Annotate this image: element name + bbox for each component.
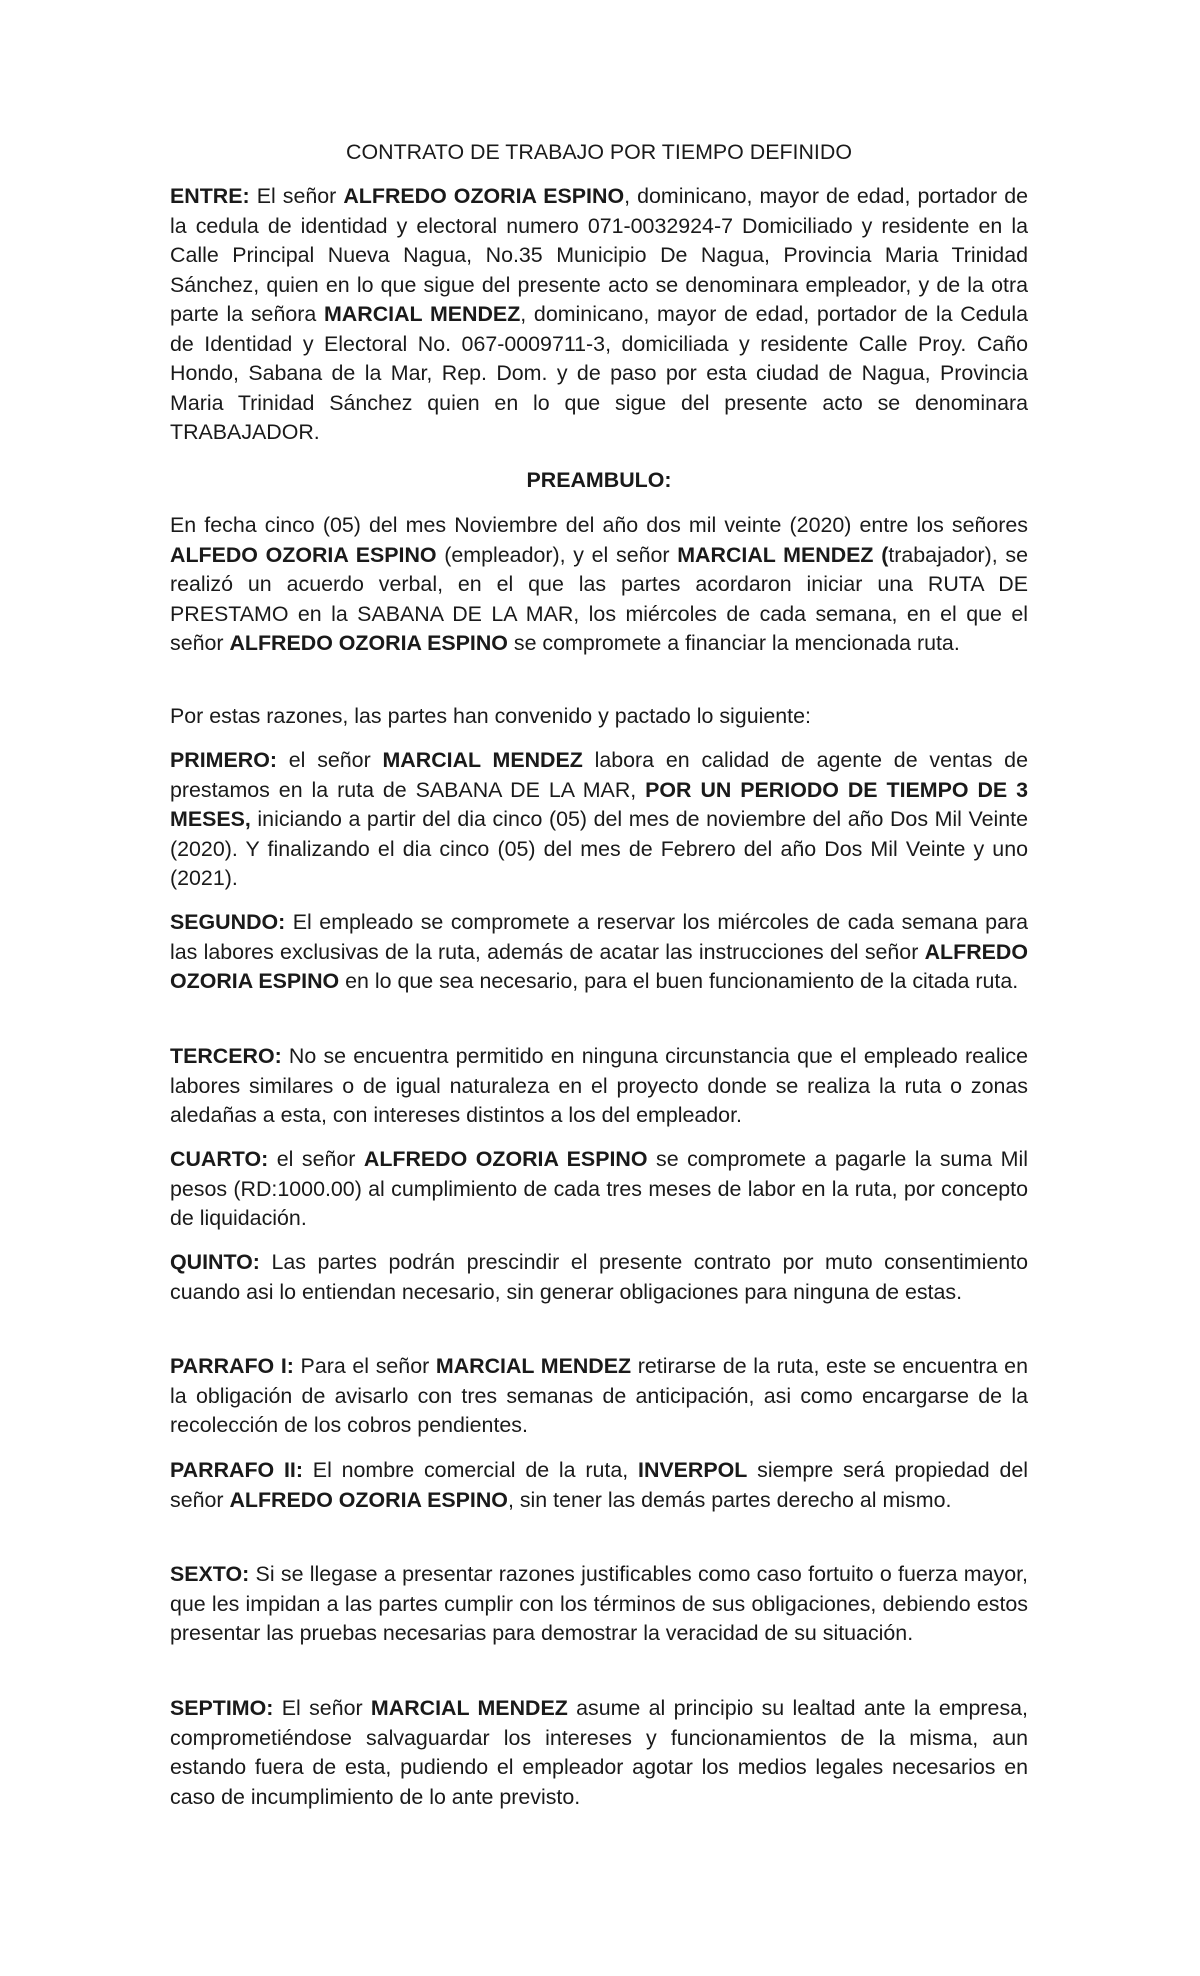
entre-text-2: , dominicano, mayor de edad, portador de la cedula de identidad y electoral numero 071-0032924-7 Domiciliado y residente en la Calle Principal Nueva Nagua, No.35 Municipio De Nagua, Provincia Maria Trinidad Sánchez, quien en lo que sigue del presente acto se denominara empleador, y de la otra parte la señora [170, 184, 1028, 326]
preambulo-paragraph [170, 511, 1028, 659]
parrafo-i-text-2: retirarse de la ruta, este se encuentra en la obligación de avisarlo con tres semanas de anticipación, asi como encargarse de la recolección de los cobros pendientes. [170, 1354, 1028, 1437]
primero-text-2: labora en calidad de agente de ventas de prestamos en la ruta de SABANA DE LA MAR, [170, 748, 1028, 802]
cuarto-name-1: ALFREDO OZORIA ESPINO [363, 1147, 648, 1171]
segundo-clause [170, 908, 1028, 997]
cuarto-label: CUARTO: [170, 1147, 269, 1171]
parrafo-i-text-1: Para el señor [293, 1354, 436, 1378]
sexto-label: SEXTO: [170, 1562, 250, 1586]
primero-text-3: iniciando a partir del dia cinco (05) del mes de noviembre del año Dos Mil Veinte (2020). Y finalizando el dia cinco (05) del mes de Febrero del año Dos Mil Veinte y uno (2021). [170, 807, 1028, 890]
tercero-clause [170, 1042, 1028, 1131]
sexto-text-1: Si se llegase a presentar razones justificables como caso fortuito o fuerza mayor, que les impidan a las partes cumplir con los términos de sus obligaciones, debiendo estos presentar las pruebas necesarias para demostrar la veracidad de su situación. [170, 1562, 1028, 1645]
primero-period-emphasis: POR UN PERIODO DE TIEMPO DE 3 MESES, [170, 777, 1028, 831]
primero-text-1: el señor [276, 748, 383, 772]
tercero-text-1: No se encuentra permitido en ninguna circunstancia que el empleado realice labores similares o de igual naturaleza en el proyecto donde se realiza la ruta o zonas aledañas a esta, con intereses distintos a los del empleador. [170, 1044, 1028, 1127]
parrafo-ii-label: PARRAFO II: [170, 1458, 303, 1482]
cuarto-clause [170, 1145, 1028, 1234]
segundo-text-1: El empleado se compromete a reservar los miércoles de cada semana para las labores exclusivas de la ruta, además de acatar las instrucciones del señor [170, 910, 1028, 964]
parrafo-i-clause [170, 1352, 1028, 1441]
preambulo-name-2: MARCIAL MENDEZ ( [677, 542, 889, 567]
parrafo-ii-name-2: ALFREDO OZORIA ESPINO [229, 1487, 508, 1512]
preambulo-name-3: ALFREDO OZORIA ESPINO [229, 631, 508, 655]
cuarto-text-2: se compromete a pagarle la suma Mil pesos (RD:1000.00) al cumplimiento de cada tres meses de labor en la ruta, por concepto de liquidación. [170, 1147, 1028, 1230]
parrafo-ii-text-1: El nombre comercial de la ruta, [303, 1458, 638, 1482]
entre-label: ENTRE: [170, 184, 250, 208]
preambulo-text-4: se compromete a financiar la mencionada ruta. [507, 631, 960, 655]
tercero-label: TERCERO: [170, 1044, 282, 1068]
septimo-clause [170, 1694, 1028, 1812]
quinto-clause [170, 1248, 1028, 1307]
parrafo-i-name-1: MARCIAL MENDEZ [435, 1354, 632, 1378]
entre-paragraph [170, 182, 1028, 448]
entre-name-2: MARCIAL MENDEZ [323, 302, 521, 326]
quinto-label: QUINTO: [170, 1250, 260, 1274]
parrafo-ii-name-1: INVERPOL [638, 1458, 748, 1482]
septimo-name-1: MARCIAL MENDEZ [370, 1696, 568, 1720]
quinto-text-1: Las partes podrán prescindir el presente contrato por muto consentimiento cuando asi lo entiendan necesario, sin generar obligaciones para ninguna de estas. [170, 1250, 1028, 1304]
segundo-label: SEGUNDO: [170, 910, 286, 934]
preambulo-text-3: trabajador), se realizó un acuerdo verbal, en el que las partes acordaron iniciar una RUTA DE PRESTAMO en la SABANA DE LA MAR, los miércoles de cada semana, en el que el señor [170, 542, 1029, 655]
primero-name-1: MARCIAL MENDEZ [382, 748, 583, 772]
parrafo-ii-text-2: siempre será propiedad del señor [170, 1458, 1028, 1512]
preambulo-heading: PREAMBULO: [526, 468, 672, 492]
septimo-text-2: asume al principio su lealtad ante la empresa, comprometiéndose salvaguardar los intereses y funcionamientos de la misma, aun estando fuera de esta, pudiendo el empleador agotar los medios legales necesarios en caso de incumplimiento de lo ante previsto. [170, 1696, 1028, 1809]
septimo-text-1: El señor [273, 1696, 371, 1720]
segundo-text-2: en lo que sea necesario, para el buen funcionamiento de la citada ruta. [339, 969, 1019, 993]
entre-text-1: El señor [249, 184, 344, 208]
segundo-name-1: ALFREDO OZORIA ESPINO [170, 939, 1028, 993]
primero-clause [170, 746, 1028, 894]
preambulo-name-1: ALFEDO OZORIA ESPINO [170, 542, 437, 567]
sexto-clause [170, 1560, 1028, 1649]
primero-label: PRIMERO: [170, 748, 277, 772]
entre-text-3: , dominicano, mayor de edad, portador de la Cedula de Identidad y Electoral No. 067-0009711-3, domiciliada y residente Calle Proy. Caño Hondo, Sabana de la Mar, Rep. Dom. y de paso por esta ciudad de Nagua, Provincia Maria Trinidad Sánchez quien en lo que sigue del presente acto se denominara TRABAJADOR. [170, 302, 1028, 444]
septimo-label: SEPTIMO: [170, 1696, 274, 1720]
preambulo-text-1: En fecha cinco (05) del mes Noviembre del año dos mil veinte (2020) entre los señores [170, 513, 1028, 537]
preambulo-text-2: (empleador), y el señor [436, 542, 678, 567]
document-title: CONTRATO DE TRABAJO POR TIEMPO DEFINIDO [346, 140, 852, 164]
cuarto-text-1: el señor [268, 1147, 364, 1171]
parrafo-ii-text-3: , sin tener las demás partes derecho al mismo. [507, 1487, 952, 1512]
parrafo-i-label: PARRAFO I: [170, 1354, 294, 1378]
razones-paragraph: Por estas razones, las partes han convenido y pactado lo siguiente: [170, 704, 811, 728]
parrafo-ii-clause [170, 1456, 1028, 1515]
entre-name-1: ALFREDO OZORIA ESPINO [343, 184, 625, 208]
